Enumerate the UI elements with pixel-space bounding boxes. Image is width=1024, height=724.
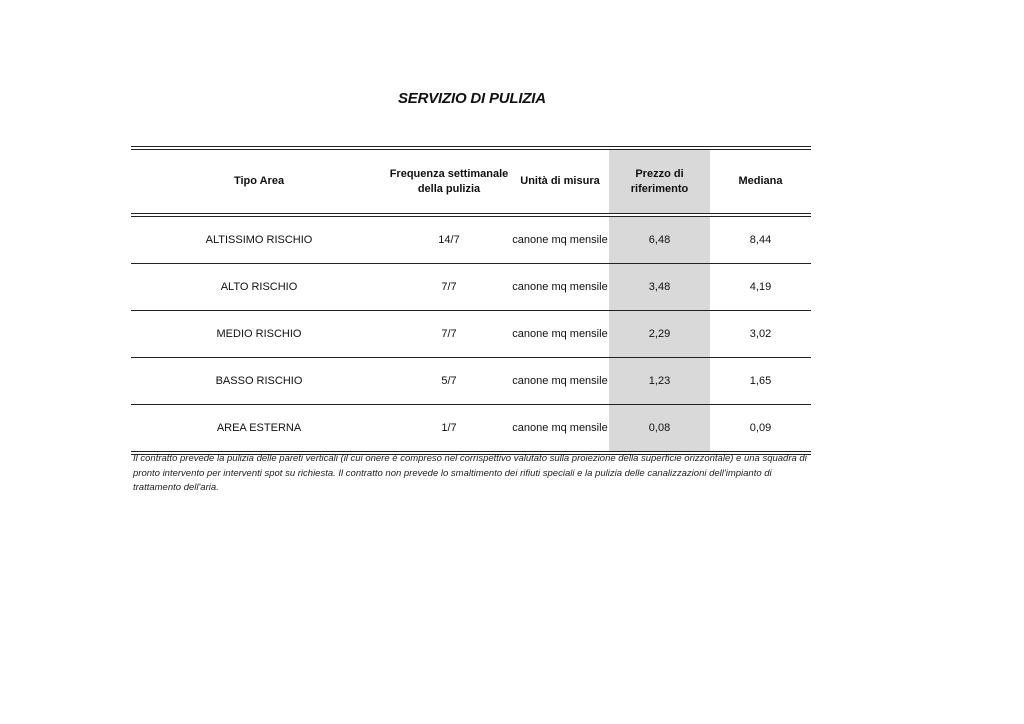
pricing-table [131,146,811,455]
cell-mediana: 3,02 [749,327,772,340]
table-row [131,358,811,404]
cell-unita-misura: canone mq mensile [512,421,608,434]
cell-frequenza: 7/7 [441,327,457,340]
cell-frequenza: 1/7 [441,421,457,434]
table-row [131,217,811,263]
cell-mediana: 0,09 [749,421,772,434]
table-row [131,405,811,451]
header-tipo-area: Tipo Area [233,175,285,187]
cell-unita-misura: canone mq mensile [512,327,608,340]
cell-mediana: 1,65 [749,374,772,387]
cell-tipo-area: AREA ESTERNA [216,421,302,434]
cell-tipo-area: ALTO RISCHIO [220,280,298,293]
header-prezzo-riferimento: Prezzo di riferimento [609,150,710,213]
table-header-row [131,150,811,213]
cell-unita-misura: canone mq mensile [512,374,608,387]
cell-mediana: 8,44 [749,233,772,246]
cell-prezzo: 1,23 [609,358,710,404]
cell-unita-misura: canone mq mensile [512,280,608,293]
table-row [131,264,811,310]
cell-mediana: 4,19 [749,280,772,293]
cell-frequenza: 5/7 [441,374,457,387]
cell-tipo-area: BASSO RISCHIO [215,374,303,387]
cell-frequenza: 14/7 [438,233,460,246]
page-title: SERVIZIO DI PULIZIA [398,90,546,107]
cell-tipo-area: MEDIO RISCHIO [216,327,302,340]
cell-prezzo: 6,48 [609,217,710,263]
footnote: Il contratto prevede la pulizia delle pareti verticali (il cui onere è compreso nel corrispettivo valutato sulla proiezione della superficie orizzontale) e una squadra di pronto intervento per interventi spot su richiesta. Il contratto non prevede lo smaltimento dei rifiuti speciali e la pulizia delle canalizzazioni dell'impianto di trattamento dell'aria. [133,453,807,493]
cell-unita-misura: canone mq mensile [512,233,608,246]
cell-frequenza: 7/7 [441,280,457,293]
cell-prezzo: 0,08 [609,405,710,451]
cell-prezzo: 3,48 [609,264,710,310]
header-unita-misura: Unità di misura [520,175,600,187]
cell-prezzo: 2,29 [609,311,710,357]
header-mediana: Mediana [738,175,783,187]
table-row [131,311,811,357]
header-frequenza: Frequenza settimanale della pulizia [389,167,509,195]
cell-tipo-area: ALTISSIMO RISCHIO [205,233,313,246]
